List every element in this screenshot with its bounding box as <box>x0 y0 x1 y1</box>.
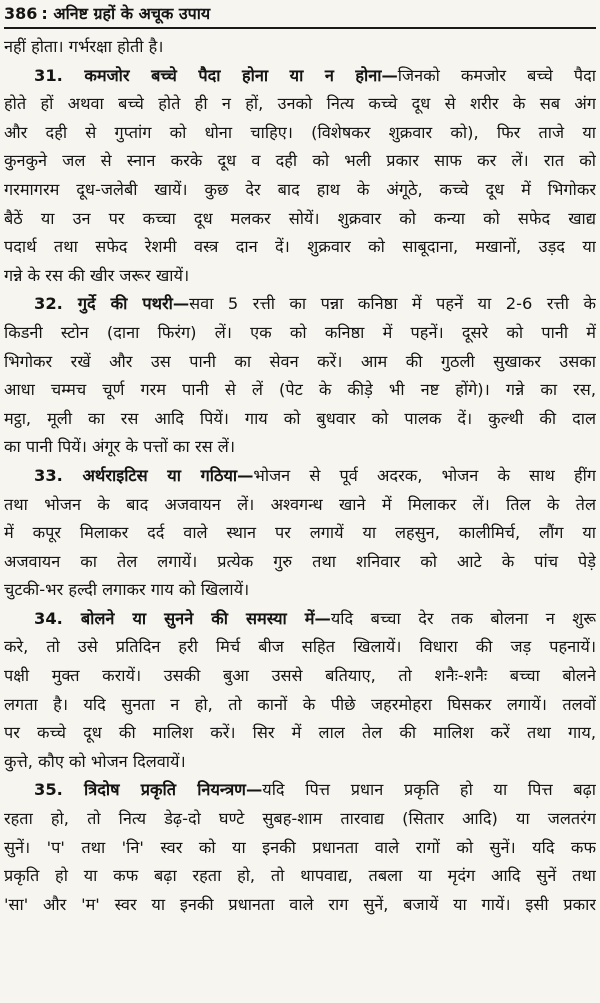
remedy-section-32 <box>4 290 596 462</box>
text-line: अजवायन का तेल लगायें। प्रत्येक गुरु तथा शनिवार को आटे के पांच पेड़े <box>4 551 596 571</box>
section-heading: 32. गुर्दे की पथरी— <box>34 294 190 314</box>
text-line: का पानी पियें। अंगूर के पत्तों का रस लें। <box>4 437 235 457</box>
text-line: जिनको कमजोर बच्चे पैदा <box>397 65 596 85</box>
section-heading: 33. अर्थराइटिस या गठिया— <box>34 465 254 485</box>
text-line: प्रकृति हो या कफ बढ़ा रहता हो, तो थापवाद्य, तबला या मृदंग आदि सुनें तथा <box>4 866 596 886</box>
text-line: और दही से गुप्तांग को धोना चाहिए। (विशेषकर शुक्रवार को), फिर ताजे या <box>4 122 596 142</box>
text-line: यदि पित्त प्रधान प्रकृति हो या पित्त बढ़ा <box>262 780 596 800</box>
section-heading: 31. कमजोर बच्चे पैदा होना या न होना— <box>34 65 398 85</box>
text-line: पर कच्चे दूध की मालिश करें। सिर में लाल तेल की मालिश करें तथा गाय, <box>4 723 596 743</box>
text-line: करे, तो उसे प्रतिदिन हरी मिर्च बीज सहित खिलायें। विधारा की जड़ पहनायें। <box>4 637 596 657</box>
text-line: सुनें। 'प' तथा 'नि' स्वर को या इनकी प्रधानता वाले रागों को सुनें। यदि कफ <box>4 837 596 857</box>
remedy-section-34 <box>4 605 596 777</box>
text-line: 'सा' और 'म' स्वर या इनकी प्रधानता वाले राग सुनें, बजायें या गायें। इसी प्रकार <box>4 894 596 914</box>
page-number: 386 <box>4 4 38 23</box>
remedy-section-35 <box>4 776 596 919</box>
text-line: मट्ठा, मूली का रस आदि पियें। गाय को बुधवार को पालक दें। कुल्थी की दाल <box>4 408 596 428</box>
text-line: कुत्ते, कौए को भोजन दिलवायें। <box>4 751 186 771</box>
text-line: गरमागरम दूध-जलेबी खायें। कुछ देर बाद हाथ के अंगूठे, कच्चे दूध में भिगोकर <box>4 179 596 199</box>
book-title: : अनिष्ट ग्रहों के अचूक उपाय <box>41 4 211 23</box>
text-line: रहता हो, तो नित्य डेढ़-दो घण्टे सुबह-शाम तारवाद्य (सितार आदि) या जलतरंग <box>4 809 596 829</box>
page-body <box>4 33 596 919</box>
section-first-line <box>4 290 596 319</box>
text-line: गन्ने के रस की खीर जरूर खायें। <box>4 265 190 285</box>
text-line: यदि बच्चा देर तक बोलना न शुरू <box>330 608 596 628</box>
remedy-section-33 <box>4 462 596 605</box>
section-first-line <box>4 462 596 491</box>
text-line: भोजन से पूर्व अदरक, भोजन के साथ हींग <box>253 465 596 485</box>
text-line: तथा भोजन के बाद अजवायन लें। अश्वगन्ध खाने में मिलाकर लें। तिल के तेल <box>4 494 596 514</box>
section-first-line <box>4 62 596 91</box>
section-first-line <box>4 776 596 805</box>
section-heading: 35. त्रिदोष प्रकृति नियन्त्रण— <box>34 780 263 800</box>
text-line: किडनी स्टोन (दाना फिरंग) लें। एक को कनिष्ठा में पहनें। दूसरे को पानी में <box>4 322 596 342</box>
text-line: चुटकी-भर हल्दी लगाकर गाय को खिलायें। <box>4 580 250 600</box>
running-header <box>4 2 596 26</box>
text-line: होते हों अथवा बच्चे होते ही न हों, उनको नित्य कच्चे दूध से शरीर के सब अंग <box>4 94 596 114</box>
opening-line: नहीं होता। गर्भरक्षा होती है। <box>4 37 164 56</box>
text-line: भिगोकर रखें और उस पानी का सेवन करें। आम की गुठली सुखाकर उसका <box>4 351 596 371</box>
text-line: कुनकुने जल से स्नान करके दूध व दही को भली प्रकार साफ कर लें। रात को <box>4 151 596 171</box>
text-line: में कपूर मिलाकर दर्द वाले स्थान पर लगायें या लहसुन, कालीमिर्च, लौंग या <box>4 523 596 543</box>
text-line: पदार्थ तथा सफेद रेशमी वस्त्र दान दें। शुक्रवार को साबूदाना, मखानों, उड़द या <box>4 237 596 257</box>
header-rule <box>4 27 596 29</box>
text-line: सवा 5 रत्ती का पन्ना कनिष्ठा में पहनें या 2-6 रत्ती के <box>189 294 596 314</box>
text-line: पक्षी मुक्त करायें। उसकी बुआ उससे बतियाए, तो शनैः-शनैः बच्चा बोलने <box>4 666 596 686</box>
section-first-line <box>4 605 596 634</box>
section-heading: 34. बोलने या सुनने की समस्या में— <box>34 608 331 628</box>
text-line: लगता है। यदि सुनता न हो, तो कानों के पीछे जहरमोहरा घिसकर लगायें। तलवों <box>4 694 596 714</box>
text-line: बैठें या उन पर कच्चा दूध मलकर सोयें। शुक्रवार को कन्या को सफेद खाद्य <box>4 208 596 228</box>
remedy-section-31 <box>4 62 596 291</box>
text-line: आधा चम्मच चूर्ण गरम पानी से लें (पेट के कीड़े भी नष्ट होंगे)। गन्ने का रस, <box>4 380 596 400</box>
